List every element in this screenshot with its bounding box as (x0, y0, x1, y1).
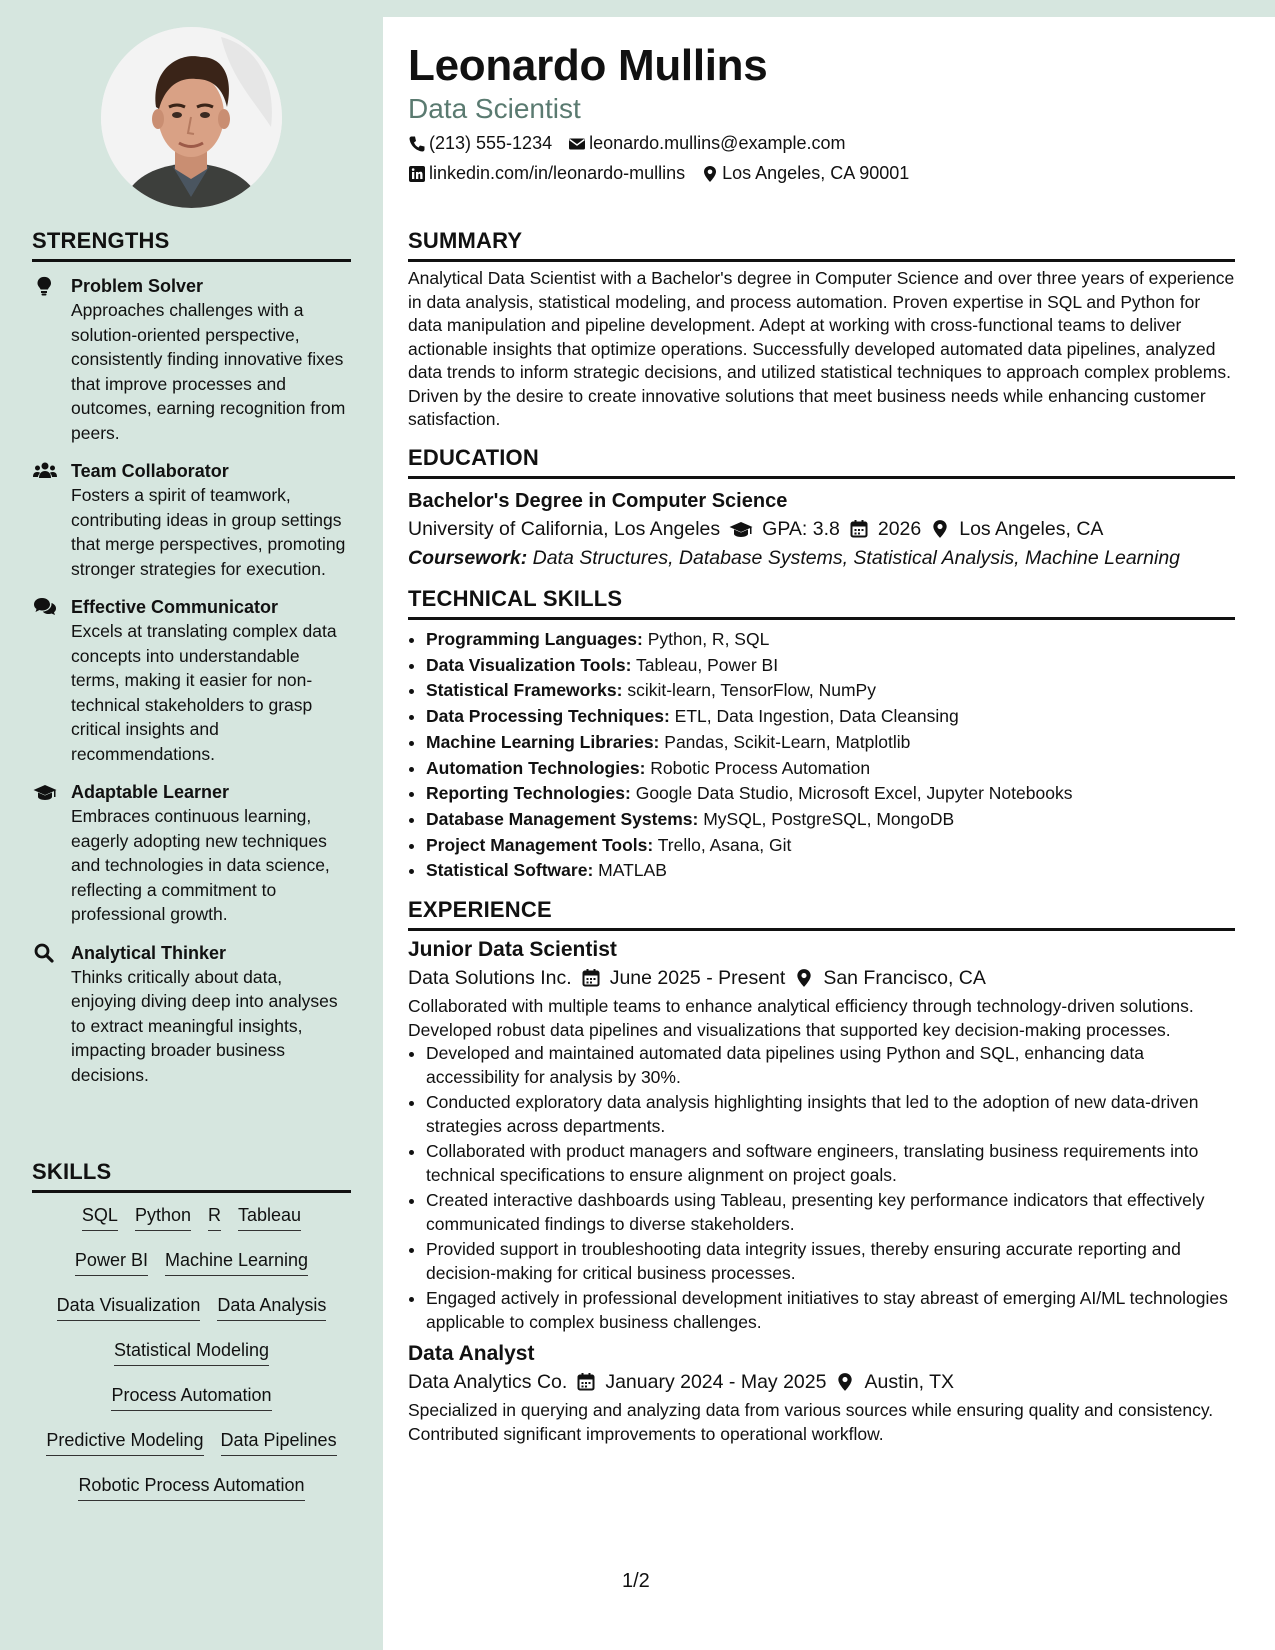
skill-category: Reporting Technologies: (426, 783, 631, 804)
job-title: Data Analyst (408, 1342, 535, 1365)
education-location: Los Angeles, CA (959, 518, 1104, 540)
strength-item (32, 595, 351, 766)
skills-heading: SKILLS (32, 1159, 351, 1193)
technical-skill-item (426, 704, 1235, 730)
skill-values: Robotic Process Automation (650, 757, 871, 778)
skills-section (32, 1159, 351, 1518)
calendar-icon (849, 519, 869, 539)
job-summary: Collaborated with multiple teams to enhance analytical efficiency through technology-driven solutions. Developed robust data pipelines and visualizations that supported key decision-making processes. (408, 996, 1194, 1040)
skill-values: Python, R, SQL (647, 629, 770, 649)
skill-row (32, 1428, 351, 1473)
skill-row (32, 1203, 351, 1248)
skill-values: Trello, Asana, Git (657, 834, 792, 855)
education-section (408, 445, 1235, 573)
skill-row (32, 1248, 351, 1293)
strength-title: Team Collaborator (71, 461, 229, 481)
phone-text: (213) 555-1234 (429, 133, 553, 153)
linkedin-text: linkedin.com/in/leonardo-mullins (429, 163, 686, 183)
technical-skill-item (426, 653, 1235, 679)
skill-category: Statistical Software: (426, 860, 594, 881)
contact-linkedin[interactable] (408, 163, 685, 184)
job-meta (408, 964, 1235, 992)
profile-photo-illustration (101, 27, 282, 208)
technical-skill-item (426, 756, 1235, 782)
job-meta (408, 1368, 1235, 1396)
skill-tag: Tableau (238, 1203, 301, 1231)
strength-title: Analytical Thinker (71, 942, 227, 963)
job-bullets (408, 1042, 1235, 1334)
school-name: University of California, Los Angeles (408, 518, 721, 540)
main-content (383, 17, 1275, 1650)
technical-skill-item (426, 781, 1235, 807)
skill-tag: Predictive Modeling (46, 1428, 203, 1456)
profile-photo (101, 27, 282, 208)
candidate-title: Data Scientist (408, 93, 581, 124)
technical-skill-item (426, 730, 1235, 756)
job-dates: June 2025 - Present (609, 967, 786, 989)
strength-title: Adaptable Learner (71, 782, 230, 802)
summary-text: Analytical Data Scientist with a Bachelor's degree in Computer Science and over three years of experience in data analysis, statistical modeling, and process automation. Proven expertise in SQL and Python for data manipulation and pipeline development. Adept at working with cross-functional teams to deliver actionable insights that optimize operations. Successfully developed automated data pipelines, analyzed data trends to inform strategic decisions, and utilized statistical techniques to approach complex problems. Driven by the desire to create innovative solutions that meet business needs while enhancing customer satisfaction. (408, 268, 1235, 429)
skill-row (32, 1338, 351, 1383)
page-indicator: 1/2 (622, 1570, 650, 1592)
job-title: Junior Data Scientist (408, 938, 617, 961)
summary-section (408, 228, 1235, 432)
graduation-year: 2026 (877, 518, 922, 540)
job-location: San Francisco, CA (823, 967, 986, 989)
technical-skills-section (408, 586, 1235, 884)
skill-category: Programming Languages: (426, 629, 643, 649)
graduation-cap-icon (33, 782, 55, 802)
strengths-list (32, 274, 351, 1087)
job-dates: January 2024 - May 2025 (605, 1371, 827, 1393)
calendar-icon (576, 1372, 596, 1392)
skill-values: Google Data Studio, Microsoft Excel, Jupyter Notebooks (635, 783, 1073, 804)
contact-row (408, 133, 845, 154)
skill-values: MATLAB (598, 860, 667, 881)
linkedin-icon (408, 165, 426, 183)
skill-values: ETL, Data Ingestion, Data Cleansing (674, 706, 959, 727)
education-heading: EDUCATION (408, 445, 1235, 479)
comments-icon (33, 597, 55, 617)
job-entry (408, 1340, 1235, 1446)
strength-description: Excels at translating complex data concepts into understandable terms, making it easier for non-technical stakeholders to grasp critical insights and recommendations. (71, 621, 337, 764)
experience-section (408, 897, 1235, 1446)
sidebar (0, 0, 383, 1650)
gpa: GPA: 3.8 (762, 518, 840, 540)
skill-tag: Data Analysis (217, 1293, 326, 1321)
job-bullet: • Provided support in troubleshooting data integrity issues, thereby ensuring accurate reporting and decision-making for critical business processes. (426, 1238, 1235, 1285)
candidate-name: Leonardo Mullins (408, 41, 768, 90)
job-bullet: • Collaborated with product managers and software engineers, translating business requirements into technical specifications to ensure alignment on project goals. (426, 1140, 1235, 1187)
skill-tag: SQL (82, 1203, 118, 1231)
skill-tag: Data Visualization (57, 1293, 201, 1321)
skill-category: Statistical Frameworks: (426, 680, 623, 701)
technical-skills-heading: TECHNICAL SKILLS (408, 586, 1235, 620)
skill-row (32, 1473, 351, 1518)
skill-tag: Statistical Modeling (114, 1338, 269, 1366)
job-bullet: • Developed and maintained automated data pipelines using Python and SQL, enhancing data accessibility for analysis by 30%. (426, 1042, 1235, 1089)
technical-skill-item (426, 627, 1235, 653)
strength-description: Approaches challenges with a solution-oriented perspective, consistently finding innovative fixes that improve processes and outcomes, earning recognition from peers. (71, 300, 346, 443)
strength-item (32, 274, 351, 445)
skill-category: Data Visualization Tools: (426, 654, 632, 675)
envelope-icon (568, 135, 586, 153)
strength-description: Fosters a spirit of teamwork, contributing ideas in group settings that merge perspectives, promoting stronger strategies for execution. (71, 485, 346, 579)
calendar-icon (581, 968, 601, 988)
job-entry (408, 936, 1235, 1334)
job-bullet: • Created interactive dashboards using Tableau, presenting key performance indicators that effectively communicated findings to diverse stakeholders. (426, 1189, 1235, 1236)
company-name: Data Solutions Inc. (408, 967, 572, 989)
location-text: Los Angeles, CA 90001 (722, 163, 910, 183)
company-name: Data Analytics Co. (408, 1371, 568, 1393)
summary-heading: SUMMARY (408, 228, 1235, 262)
technical-skill-item (426, 678, 1235, 704)
education-meta (408, 515, 1235, 543)
degree-title: Bachelor's Degree in Computer Science (408, 490, 788, 512)
strength-item (32, 941, 351, 1088)
skill-row (32, 1383, 351, 1428)
strengths-heading: STRENGTHS (32, 228, 351, 262)
skill-tag: Process Automation (111, 1383, 271, 1411)
coursework-label: Coursework: (408, 547, 528, 569)
skill-tag: Robotic Process Automation (78, 1473, 304, 1501)
skill-category: Database Management Systems: (426, 808, 699, 829)
map-marker-icon (794, 968, 814, 988)
experience-heading: EXPERIENCE (408, 897, 1235, 931)
users-icon (33, 461, 55, 481)
coursework (408, 543, 1235, 573)
skill-row (32, 1293, 351, 1338)
email-text: leonardo.mullins@example.com (589, 133, 846, 153)
map-marker-icon (835, 1372, 855, 1392)
map-marker-icon (701, 165, 719, 183)
lightbulb-icon (33, 276, 55, 296)
strength-title: Effective Communicator (71, 597, 279, 617)
strengths-section (32, 228, 351, 1101)
skill-tag: Data Pipelines (221, 1428, 337, 1456)
coursework-list: Data Structures, Database Systems, Statistical Analysis, Machine Learning (532, 547, 1181, 569)
skill-tag: Power BI (75, 1248, 148, 1276)
skill-tag: R (208, 1203, 221, 1231)
skills-cloud (32, 1203, 351, 1518)
technical-skill-item (426, 833, 1235, 859)
strength-description: Embraces continuous learning, eagerly adopting new techniques and technologies in data science, reflecting a commitment to professional growth. (71, 806, 330, 924)
strength-item (32, 459, 351, 581)
phone-icon (408, 135, 426, 153)
technical-skills-list (408, 627, 1235, 884)
job-summary: Specialized in querying and analyzing data from various sources while ensuring quality and consistency. Contributed significant improvements to operational workflow. (408, 1400, 1214, 1444)
skill-values: scikit-learn, TensorFlow, NumPy (627, 680, 876, 701)
technical-skill-item (426, 858, 1235, 884)
skill-category: Data Processing Techniques: (426, 706, 670, 727)
skill-values: Tableau, Power BI (636, 654, 779, 675)
contact-email[interactable] (568, 133, 845, 154)
skill-category: Project Management Tools: (426, 834, 654, 855)
job-bullet: • Conducted exploratory data analysis highlighting insights that led to the adoption of new data-driven strategies across departments. (426, 1091, 1235, 1138)
search-icon (33, 943, 55, 963)
skill-category: Automation Technologies: (426, 757, 646, 778)
job-location: Austin, TX (864, 1371, 955, 1393)
strength-description: Thinks critically about data, enjoying diving deep into analyses to extract meaningful insights, impacting broader business decisions. (71, 966, 338, 1085)
skill-values: MySQL, PostgreSQL, MongoDB (703, 808, 955, 829)
contact-location (701, 163, 909, 184)
skill-tag: Machine Learning (165, 1248, 308, 1276)
contact-row (408, 163, 909, 184)
skill-values: Pandas, Scikit-Learn, Matplotlib (664, 731, 911, 752)
graduation-cap-icon (729, 519, 753, 539)
contact-phone[interactable] (408, 133, 552, 154)
skill-tag: Python (135, 1203, 191, 1231)
technical-skill-item (426, 807, 1235, 833)
strength-title: Problem Solver (71, 276, 204, 296)
skill-category: Machine Learning Libraries: (426, 731, 660, 752)
job-bullet: • Engaged actively in professional development initiatives to stay abreast of emerging AI/ML technologies applicable to complex business challenges. (426, 1287, 1235, 1334)
map-marker-icon (930, 519, 950, 539)
strength-item (32, 780, 351, 927)
